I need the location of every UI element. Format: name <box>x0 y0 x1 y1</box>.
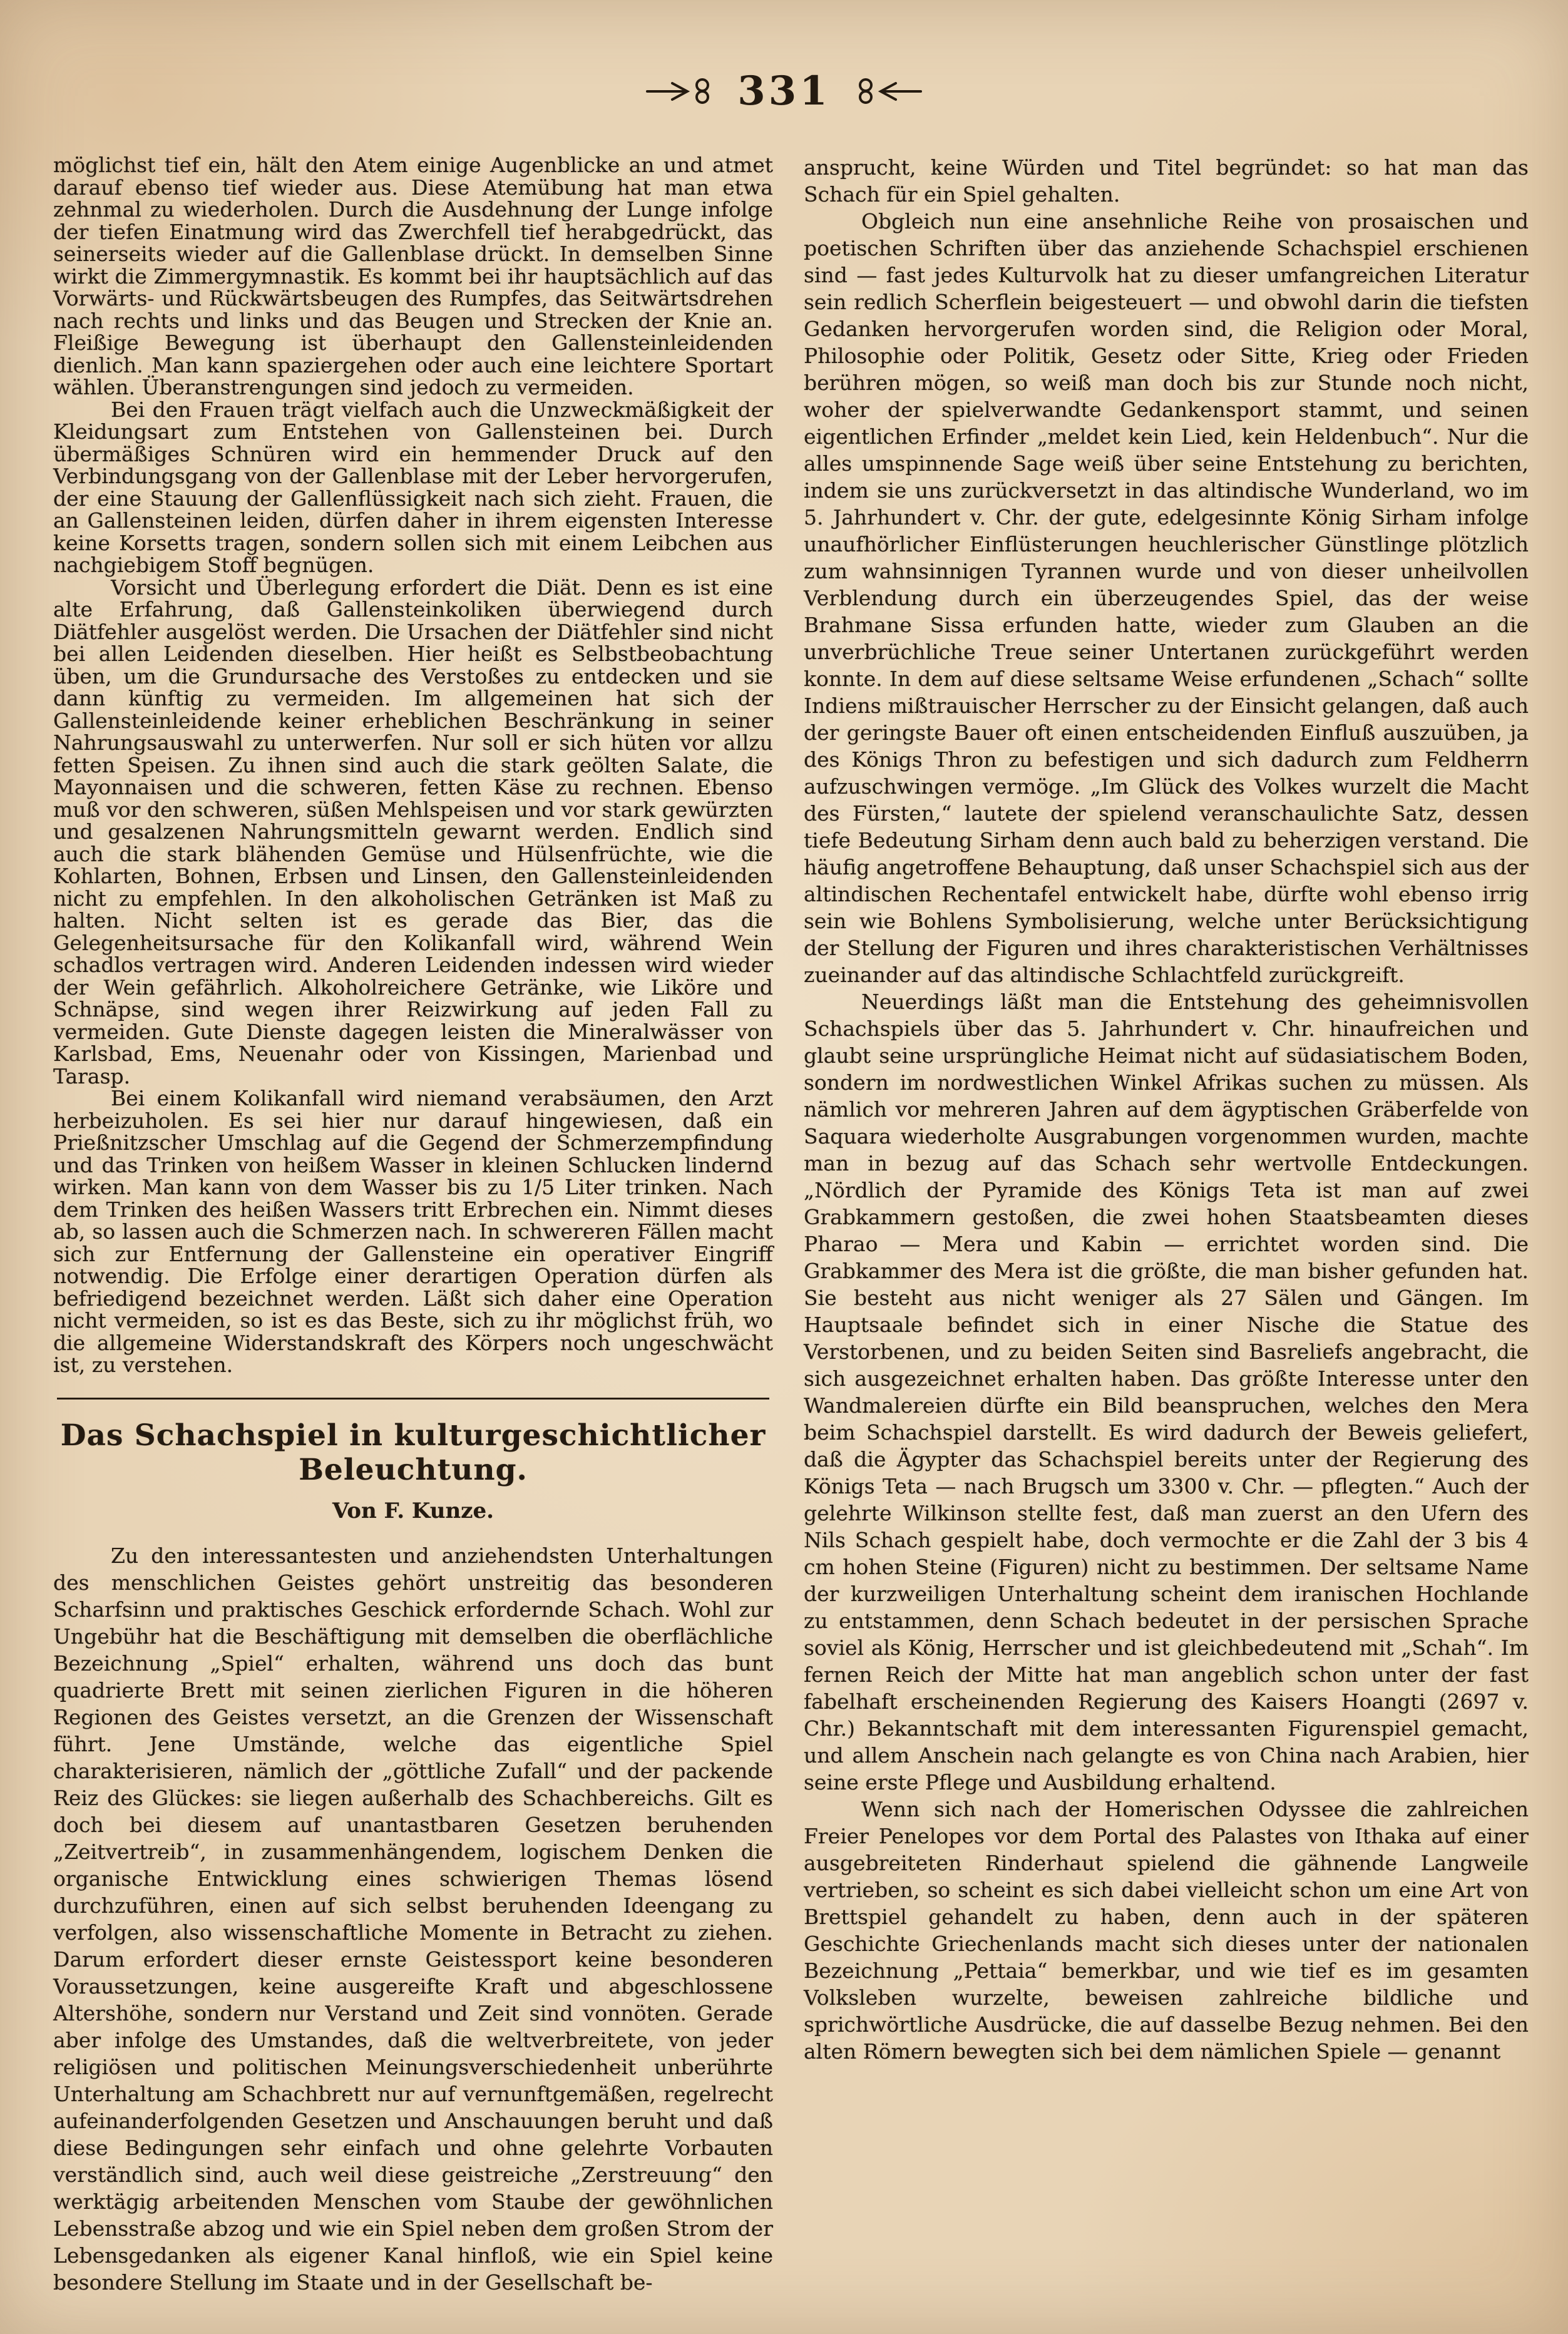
page-header <box>0 68 1568 115</box>
article-gallstones-end <box>53 154 773 1376</box>
article-divider-rule <box>57 1398 770 1400</box>
paragraph: Wenn sich nach der Homerischen Odyssee die zahlreichen Freier Penelopes vor dem Portal des Palastes von Ithaka auf einer ausgebreiteten Rinderhaut spielend die gähnende Langweile vertrieben, so scheint es sich dabei vielleicht schon um eine Art von Brettspiel gehandelt zu haben, denn auch in der späteren Geschichte Griechenlands macht sich dieses unter der nationalen Bezeichnung „Pettaia“ bemerkbar, und wie tief es im gesamten Volksleben wurzelte, beweisen zahlreiche bildliche und sprichwörtliche Ausdrücke, die auf dasselbe Bezug nehmen. Bei den alten Römern bewegten sich bei dem nämlichen Spiele — genannt <box>804 1797 1529 2064</box>
paragraph: Bei den Frauen trägt vielfach auch die Unzweckmäßigkeit der Kleidungsart zum Entstehen von Gallensteinen bei. Durch übermäßiges Schnüren wird ein hemmender Druck auf den Verbindungsgang von der Gallenblase mit der Leber hervorgerufen, der eine Stauung der Gallenflüssigkeit nach sich zieht. Frauen, die an Gallensteinen leiden, dürfen daher in ihrem eigensten Interesse keine Korsetts tragen, sondern sollen sich mit einem Leibchen aus nachgiebigem Stoff begnügen. <box>53 397 773 577</box>
article-title: Das Schachspiel in kulturgeschichtlicher Beleuchtung. <box>60 1418 766 1487</box>
header-ornament-right-icon <box>852 77 922 106</box>
paragraph: Neuerdings läßt man die Entstehung des geheimnisvollen Schachspiels über das 5. Jahrhundert v. Chr. hinaufreichen und glaubt seine ursprüngliche Heimat nicht auf südasiatischem Boden, sondern im nordwestlichen Winkel Afrikas suchen zu müssen. Als nämlich vor mehreren Jahren auf dem ägyptischen Gräberfelde von Saquara wiederholte Ausgrabungen vorgenommen wurden, machte man in bezug auf das Schach sehr wertvolle Entdeckungen. „Nördlich der Pyramide des Königs Teta ist man auf zwei Grabkammern gestoßen, die zwei hohen Staatsbeamten dieses Pharao — Mera und Kabin — errichtet worden sind. Die Grabkammer des Mera ist die größte, die man bisher gefunden hat. Sie besteht aus nicht weniger als 27 Sälen und Gängen. Im Hauptsaale befindet sich in einer Nische die Statue des Verstorbenen, und zu beiden Seiten sind Basreliefs angebracht, die sich ausgezeichnet erhalten haben. Das größte Interesse unter den Wandmalereien dürfte ein Bild beanspruchen, welches den Mera beim Schachspiel darstellt. Es wird dadurch der Beweis geliefert, daß die Ägypter das Schachspiel bereits unter der Regierung des Königs Teta — nach Brugsch um 3300 v. Chr. — pflegten.“ Auch der gelehrte Wilkinson stellte fest, daß man zuerst an den Ufern des Nils Schach gespielt habe, doch vermochte er die Zahl der 3 bis 4 cm hohen Steine (Figuren) nicht zu bestimmen. Der seltsame Name der kurzweiligen Unterhaltung scheint dem iranischen Hochlande zu entstammen, denn Schach bedeutet in der persischen Sprache soviel als König, Herrscher und ist gleichbedeutend mit „Schah“. Im fernen Reich der Mitte hat man angeblich schon unter der fast fabelhaft erscheinenden Regierung des Kaisers Hoangti (2697 v. Chr.) Bekanntschaft mit dem interessanten Figurenspiel gemacht, und allem Anschein nach gelangte es von China nach Arabien, hier seine erste Pflege und Ausbildung erhaltend. <box>804 990 1529 1794</box>
paragraph: ansprucht, keine Würden und Titel begründet: so hat man das Schach für ein Spiel gehalten. <box>804 155 1529 207</box>
paragraph: möglichst tief ein, hält den Atem einige Augenblicke an und atmet darauf ebenso tief wieder aus. Diese Atemübung hat man etwa zehnmal zu wiederholen. Durch die Ausdehnung der Lunge infolge der tiefen Einatmung wird das Zwerchfell tief herabgedrückt, das seinerseits wieder auf die Gallenblase drückt. In demselben Sinne wirkt die Zimmergymnastik. Es kommt bei ihr hauptsächlich auf das Vorwärts- und Rückwärtsbeugen des Rumpfes, das Seitwärtsdrehen nach rechts und links und das Beugen und Strecken der Knie an. Fleißige Bewegung ist überhaupt den Gallensteinleidenden dienlich. Man kann spaziergehen oder auch eine leichtere Sportart wählen. Überanstrengungen sind jedoch zu vermeiden. <box>53 153 773 399</box>
article-chess-start <box>53 1418 773 2296</box>
article-chess-continuation <box>804 154 1529 2065</box>
page-number: 331 <box>737 68 831 115</box>
header-ornament-left-icon <box>646 77 716 106</box>
right-column <box>804 154 1529 2065</box>
paragraph: Obgleich nun eine ansehnliche Reihe von prosaischen und poetischen Schriften über das anziehende Schachspiel erschienen sind — fast jedes Kulturvolk hat zu dieser umfangreichen Literatur sein redlich Scherflein beigesteuert — und obwohl darin die tiefsten Gedanken hervorgerufen worden sind, die Religion oder Moral, Philosophie oder Politik, Gesetz oder Sitte, Krieg oder Frieden berühren mögen, so weiß man doch bis zur Stunde noch nicht, woher der spielverwandte Gedankensport stammt, und seinen eigentlichen Erfinder „meldet kein Lied, kein Heldenbuch“. Nur die alles umspinnende Sage weiß über seine Entstehung zu berichten, indem sie uns zurückversetzt in das altindische Wunderland, wo im 5. Jahrhundert v. Chr. der gute, edelgesinnte König Sirham infolge unaufhörlicher Einflüsterungen heuchlerischer Günstlinge plötzlich zum wahnsinnigen Tyrannen wurde und von dieser unheilvollen Verblendung durch ein überzeugendes Spiel, das der weise Brahmane Sissa erfunden hatte, wieder zum Glauben an die unverbrüchliche Treue seiner Untertanen zurückgeführt werden konnte. In dem auf diese seltsame Weise erfundenen „Schach“ sollte Indiens mißtrauischer Herrscher zu der Einsicht gelangen, daß auch der geringste Bauer oft einen entscheidenden Einfluß auszuüben, ja des Königs Thron zu befestigen und sich dadurch zum Feldherrn aufzuschwingen vermöge. „Im Glück des Volkes wurzelt die Macht des Fürsten,“ lautete der spielend veranschaulichte Satz, dessen tiefe Bedeutung Sirham denn auch bald zu beherzigen verstand. Die häufig angetroffene Behauptung, daß unser Schachspiel sich aus der altindischen Rechentafel entwickelt habe, dürfte wohl ebenso irrig sein wie Bohlens Symbolisierung, welche unter Berücksichtigung der Stellung der Figuren und ihres charakteristischen Verhältnisses zueinander auf das altindische Schlachtfeld zurückgreift. <box>804 209 1529 987</box>
left-column <box>53 154 773 2296</box>
paragraph: Zu den interessantesten und anziehendsten Unterhaltungen des menschlichen Geistes gehört unstreitig das besonderen Scharfsinn und praktisches Geschick erfordernde Schach. Wohl zur Ungebühr hat die Beschäftigung mit demselben die oberflächliche Bezeichnung „Spiel“ erhalten, während uns doch das bunt quadrierte Brett mit seinen zierlichen Figuren in die höheren Regionen des Geistes versetzt, an die Grenzen der Wissenschaft führt. Jene Umstände, welche das eigentliche Spiel charakterisieren, nämlich der „göttliche Zufall“ und der packende Reiz des Glückes: sie liegen außerhalb des Schachbereichs. Gilt es doch bei diesem auf unantastbaren Gesetzen beruhenden „Zeitvertreib“, in zusammenhängendem, logischem Denken die organische Entwicklung eines schwierigen Themas lösend durchzuführen, einen auf sich selbst beruhenden Ideengang zu verfolgen, also wissenschaftliche Momente in Betracht zu ziehen. Darum erfordert dieser ernste Geistessport keine besonderen Voraussetzungen, keine ausgereifte Kraft und abgeschlossene Altershöhe, sondern nur Verstand und Zeit sind vonnöten. Gerade aber infolge des Umstandes, daß die weltverbreitete, von jeder religiösen und politischen Meinungsverschiedenheit unberührte Unterhaltung am Schachbrett nur auf vernunftgemäßen, regelrecht aufeinanderfolgenden Gesetzen und Anschauungen beruht und daß diese Bedingungen sehr einfach und ohne gelehrte Vorbauten verständlich sind, auch weil diese geistreiche „Zerstreuung“ den werktägig arbeitenden Menschen vom Staube der gewöhnlichen Lebensstraße abzog und wie ein Spiel neben dem großen Strom der Lebensgedanken als eigener Kanal hinfloß, wie ein Spiel keine besondere Stellung im Staate und in der Gesellschaft be- <box>53 1543 773 2295</box>
paragraph: Bei einem Kolikanfall wird niemand verabsäumen, den Arzt herbeizuholen. Es sei hier nur darauf hingewiesen, daß ein Prießnitzscher Umschlag auf die Gegend der Schmerzempfindung und das Trinken von heißem Wasser in kleinen Schlucken lindernd wirken. Man kann von dem Wasser bis zu 1/5 Liter trinken. Nach dem Trinken des heißen Wassers tritt Erbrechen ein. Nimmt dieses ab, so lassen auch die Schmerzen nach. In schwereren Fällen macht sich zur Entfernung der Gallensteine ein operativer Eingriff notwendig. Die Erfolge einer derartigen Operation dürfen als befriedigend bezeichnet werden. Läßt sich daher eine Operation nicht vermeiden, so ist es das Beste, sich zu ihr möglichst früh, wo die allgemeine Widerstandskraft des Körpers noch ungeschwächt ist, zu verstehen. <box>53 1086 773 1377</box>
paragraph: Vorsicht und Überlegung erfordert die Diät. Denn es ist eine alte Erfahrung, daß Gallensteinkoliken überwiegend durch Diätfehler ausgelöst werden. Die Ursachen der Diätfehler sind nicht bei allen Leidenden dieselben. Hier heißt es Selbstbeobachtung üben, um die Grundursache des Verstoßes zu entdecken und sie dann künftig zu vermeiden. Im allgemeinen hat sich der Gallensteinleidende keiner erheblichen Beschränkung in seiner Nahrungsauswahl zu unterwerfen. Nur soll er sich hüten vor allzu fetten Speisen. Zu ihnen sind auch die stark geölten Salate, die Mayonnaisen und die schweren, fetten Käse zu rechnen. Ebenso muß vor den schweren, süßen Mehlspeisen und vor stark gewürzten und gesalzenen Nahrungsmitteln gewarnt werden. Endlich sind auch die stark blähenden Gemüse und Hülsenfrüchte, wie die Kohlarten, Bohnen, Erbsen und Linsen, den Gallensteinleidenden nicht zu empfehlen. In den alkoholischen Getränken ist Maß zu halten. Nicht selten ist es gerade das Bier, das die Gelegenheitsursache für den Kolikanfall wird, während Wein schadlos vertragen wird. Anderen Leidenden indessen wird wieder der Wein gefährlich. Alkoholreichere Getränke, wie Liköre und Schnäpse, sind wegen ihrer Reizwirkung auf jeden Fall zu vermeiden. Gute Dienste dagegen leisten die Mineralwässer von Karlsbad, Ems, Neuenahr oder von Kissingen, Marienbad und Tarasp. <box>53 575 773 1088</box>
article-byline: Von F. Kunze. <box>332 1498 494 1523</box>
